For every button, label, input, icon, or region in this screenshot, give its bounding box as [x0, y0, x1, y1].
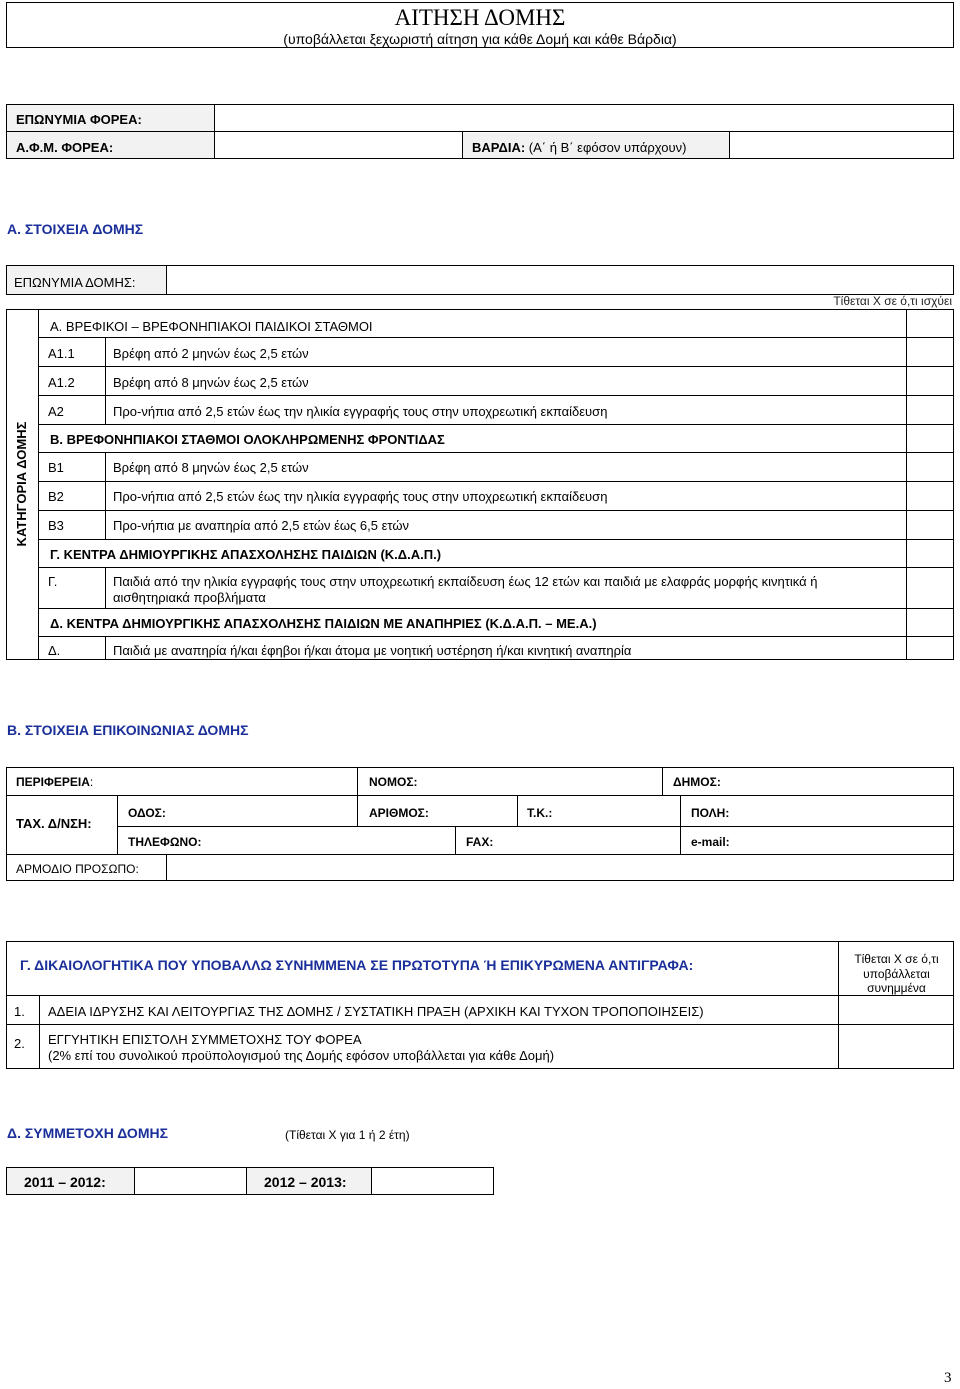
doc2-text-line1: ΕΓΓΥΗΤΙΚΗ ΕΠΙΣΤΟΛΗ ΣΥΜΜΕΤΟΧΗΣ ΤΟΥ ΦΟΡΕΑ — [48, 1032, 362, 1047]
fax-label: FAX: — [466, 835, 494, 849]
a12-checkbox[interactable] — [907, 367, 953, 395]
b1-code: Β1 — [48, 460, 64, 475]
org-afm-label: Α.Φ.Μ. ΦΟΡΕΑ: — [16, 140, 114, 155]
section-b-heading: Β. ΣΤΟΙΧΕΙΑ ΕΠΙΚΟΙΝΩΝΙΑΣ ΔΟΜΗΣ — [7, 722, 249, 738]
doc2-checkbox[interactable] — [839, 1025, 953, 1068]
zip-field[interactable] — [570, 796, 678, 826]
page-number: 3 — [944, 1370, 952, 1386]
shift-label-group — [472, 140, 686, 156]
phone-field[interactable] — [210, 827, 453, 854]
a2-text: Προ-νήπια από 2,5 ετών έως την ηλικία εγγραφής τους στην υποχρεωτική εκπαίδευση — [113, 404, 608, 419]
street-field[interactable] — [180, 796, 356, 826]
a12-code: Α1.2 — [48, 375, 75, 390]
section-d-hint: (Τίθεται Χ για 1 ή 2 έτη) — [285, 1128, 410, 1142]
prefecture-label: ΝΟΜΟΣ: — [369, 775, 418, 789]
page-title: ΑΙΤΗΣΗ ΔΟΜΗΣ — [394, 5, 566, 30]
municipality-label: ΔΗΜΟΣ: — [673, 775, 721, 789]
doc2-number: 2. — [14, 1036, 25, 1051]
org-name-field[interactable] — [215, 105, 953, 131]
group-b-title: Β. ΒΡΕΦΟΝΗΠΙΑΚΟΙ ΣΤΑΘΜΟΙ ΟΛΟΚΛΗΡΩΜΕΝΗΣ ΦΡΟΝΤΙΔΑΣ — [50, 432, 445, 447]
a2-checkbox[interactable] — [907, 396, 953, 424]
group-c-title: Γ. ΚΕΝΤΡΑ ΔΗΜΙΟΥΡΓΙΚΗΣ ΑΠΑΣΧΟΛΗΣΗΣ ΠΑΙΔΙΩΝ (Κ.Δ.Α.Π.) — [50, 547, 442, 562]
doc1-text: ΑΔΕΙΑ ΙΔΡΥΣΗΣ ΚΑΙ ΛΕΙΤΟΥΡΓΙΑΣ ΤΗΣ ΔΟΜΗΣ / ΣΥΣΤΑΤΙΚΗ ΠΡΑΞΗ (ΑΡΧΙΚΗ ΚΑΙ ΤΥΧΟΝ ΤΡΟΠΟΠΟΙΗΣΕΙΣ) — [48, 1004, 704, 1019]
email-label: e-mail: — [691, 835, 730, 849]
street-label: ΟΔΟΣ: — [128, 806, 166, 820]
year1-checkbox[interactable] — [135, 1168, 245, 1194]
c-checkbox[interactable] — [907, 568, 953, 608]
d-checkbox[interactable] — [907, 637, 953, 660]
fax-field[interactable] — [500, 827, 678, 854]
contact-person-field[interactable] — [167, 855, 953, 881]
a2-code: Α2 — [48, 404, 64, 419]
attach-note-line2: υποβάλλεται — [863, 967, 930, 981]
year2-checkbox[interactable] — [372, 1168, 493, 1194]
section-a-heading: Α. ΣΤΟΙΧΕΙΑ ΔΟΜΗΣ — [7, 221, 144, 237]
region-field[interactable] — [125, 768, 355, 794]
number-label: ΑΡΙΘΜΟΣ: — [369, 806, 429, 820]
municipality-field[interactable] — [730, 768, 952, 794]
mark-note: Τίθεται Χ σε ό,τι ισχύει — [833, 294, 952, 308]
category-side-label: ΚΑΤΗΓΟΡΙΑ ΔΟΜΗΣ — [14, 421, 30, 547]
contact-person-label: ΑΡΜΟΔΙΟ ΠΡΟΣΩΠΟ: — [16, 862, 139, 876]
section-c-heading: Γ. ΔΙΚΑΙΟΛΟΓΗΤΙΚΑ ΠΟΥ ΥΠΟΒΑΛΛΩ ΣΥΝΗΜΜΕΝΑ ΣΕ ΠΡΩΤΟΤΥΠΑ Ή ΕΠΙΚΥΡΩΜΕΝΑ ΑΝΤΙΓΡΑΦΑ: — [20, 957, 694, 973]
d-code: Δ. — [48, 643, 61, 658]
b3-checkbox[interactable] — [907, 511, 953, 539]
shift-field[interactable] — [730, 132, 953, 158]
b1-text: Βρέφη από 8 μηνών έως 2,5 ετών — [113, 460, 309, 475]
org-name-label: ΕΠΩΝΥΜΙΑ ΦΟΡΕΑ: — [16, 112, 142, 127]
c-code: Γ. — [48, 574, 58, 589]
region-colon: : — [89, 775, 94, 789]
b3-text: Προ-νήπια με αναπηρία από 2,5 ετών έως 6,5 ετών — [113, 518, 410, 533]
doc2-text-line2: (2% επί του συνολικού προϋπολογισμού της Δομής εφόσον υποβάλλεται για κάθε Δομή) — [48, 1048, 555, 1063]
attach-note-line3: συνημμένα — [867, 981, 926, 995]
b2-code: Β2 — [48, 489, 64, 504]
structure-name-label: ΕΠΩΝΥΜΙΑ ΔΟΜΗΣ: — [14, 275, 136, 290]
shift-label: ΒΑΡΔΙΑ: — [472, 140, 526, 155]
city-label: ΠΟΛΗ: — [691, 806, 730, 820]
d-text: Παιδιά με αναπηρία ή/και έφηβοι ή/και άτομα με νοητική υστέρηση ή/και κινητική αναπηρία — [113, 643, 632, 658]
city-field[interactable] — [740, 796, 952, 826]
a11-code: Α1.1 — [48, 346, 75, 361]
number-field[interactable] — [440, 796, 516, 826]
org-afm-field[interactable] — [215, 132, 462, 158]
postal-address-label: ΤΑΧ. Δ/ΝΣΗ: — [16, 816, 92, 831]
a11-checkbox[interactable] — [907, 338, 953, 366]
b2-checkbox[interactable] — [907, 482, 953, 510]
a11-text: Βρέφη από 2 μηνών έως 2,5 ετών — [113, 346, 309, 361]
region-label-group — [16, 775, 93, 789]
doc1-number: 1. — [14, 1004, 25, 1019]
c-text-line2: αισθητηριακά προβλήματα — [113, 590, 266, 605]
prefecture-field[interactable] — [430, 768, 660, 794]
group-d-title: Δ. ΚΕΝΤΡΑ ΔΗΜΙΟΥΡΓΙΚΗΣ ΑΠΑΣΧΟΛΗΣΗΣ ΠΑΙΔΙΩΝ ΜΕ ΑΝΑΠΗΡΙΕΣ (Κ.Δ.Α.Π. – ΜΕ.Α.) — [50, 616, 597, 631]
region-label: ΠΕΡΙΦΕΡΕΙΑ — [16, 775, 90, 789]
attach-note-line1: Τίθεται Χ σε ό,τι — [854, 952, 939, 966]
doc1-checkbox[interactable] — [839, 996, 953, 1024]
b2-text: Προ-νήπια από 2,5 ετών έως την ηλικία εγγραφής τους στην υποχρεωτική εκπαίδευση — [113, 489, 608, 504]
page-subtitle: (υποβάλλεται ξεχωριστή αίτηση για κάθε Δομή και κάθε Βάρδια) — [283, 31, 677, 47]
group-a-title: Α. ΒΡΕΦΙΚΟΙ – ΒΡΕΦΟΝΗΠΙΑΚΟΙ ΠΑΙΔΙΚΟΙ ΣΤΑΘΜΟΙ — [50, 319, 373, 334]
structure-name-field[interactable] — [167, 266, 953, 294]
c-text-line1: Παιδιά από την ηλικία εγγραφής τους στην υποχρεωτική εκπαίδευση έως 12 ετών και παιδιά με ελαφράς μορφής κινητικά ή — [113, 574, 818, 589]
email-field[interactable] — [740, 827, 952, 854]
a12-text: Βρέφη από 8 μηνών έως 2,5 ετών — [113, 375, 309, 390]
phone-label: ΤΗΛΕΦΩΝΟ: — [128, 835, 202, 849]
b1-checkbox[interactable] — [907, 453, 953, 481]
year1-label: 2011 – 2012: — [24, 1174, 106, 1190]
shift-hint: (Α΄ ή Β΄ εφόσον υπάρχουν) — [528, 140, 687, 155]
year2-label: 2012 – 2013: — [264, 1174, 347, 1190]
section-d-heading: Δ. ΣΥΜΜΕΤΟΧΗ ΔΟΜΗΣ — [7, 1125, 168, 1141]
zip-label: Τ.Κ.: — [527, 806, 553, 820]
b3-code: Β3 — [48, 518, 64, 533]
